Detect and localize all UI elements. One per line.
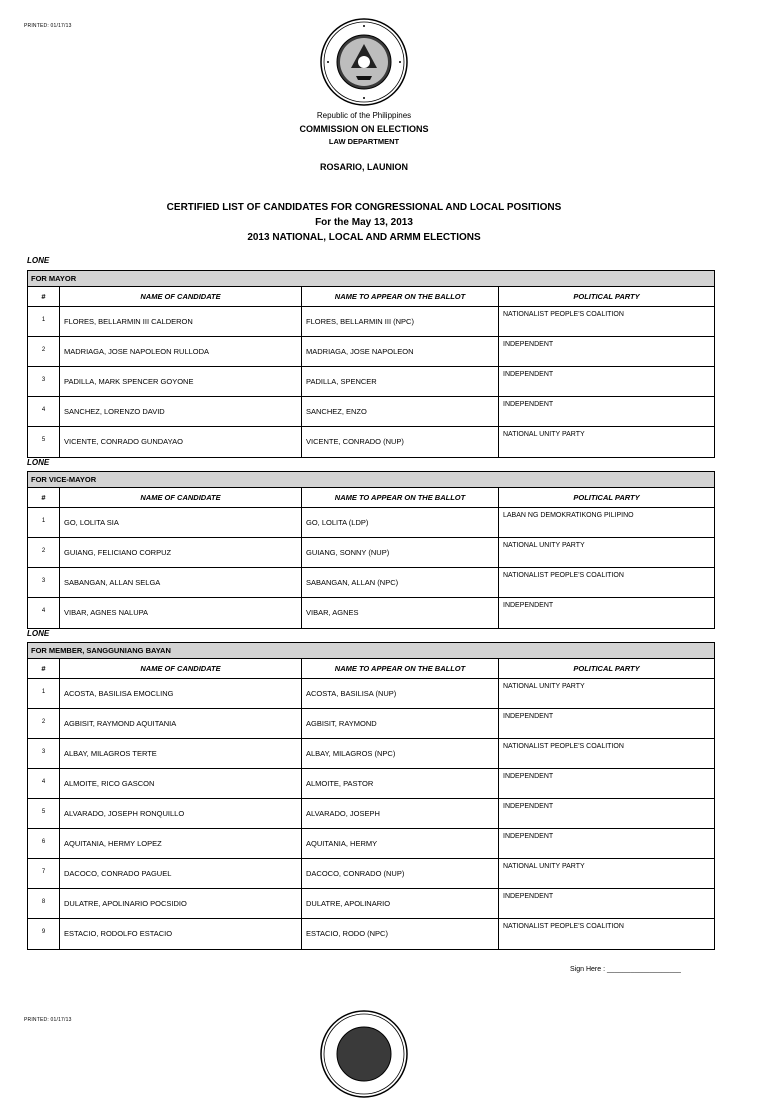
row-number: 3 bbox=[28, 739, 60, 768]
comelec-seal-icon bbox=[320, 1010, 408, 1098]
table-row bbox=[28, 919, 714, 949]
candidate-name: PADILLA, MARK SPENCER GOYONE bbox=[60, 367, 302, 396]
row-number: 1 bbox=[28, 307, 60, 336]
candidate-name: ALMOITE, RICO GASCON bbox=[60, 769, 302, 798]
col-party-header: POLITICAL PARTY bbox=[573, 292, 640, 301]
candidate-name: DULATRE, APOLINARIO POCSIDIO bbox=[60, 889, 302, 918]
republic-label: Republic of the Philippines bbox=[316, 111, 412, 120]
political-party: INDEPENDENT bbox=[503, 341, 554, 348]
table-row bbox=[28, 709, 714, 739]
candidate-name: SABANGAN, ALLAN SELGA bbox=[60, 568, 302, 597]
candidate-name: ALBAY, MILAGROS TERTE bbox=[60, 739, 302, 768]
political-party: INDEPENDENT bbox=[503, 713, 554, 720]
table-row bbox=[28, 598, 714, 628]
col-ballot-header: NAME TO APPEAR ON THE BALLOT bbox=[302, 287, 499, 306]
candidate-name: VIBAR, AGNES NALUPA bbox=[60, 598, 302, 628]
printed-date-top: PRINTED: 01/17/13 bbox=[24, 23, 72, 29]
section-title: FOR MAYOR bbox=[28, 271, 714, 287]
candidate-name: AGBISIT, RAYMOND AQUITANIA bbox=[60, 709, 302, 738]
political-party: LABAN NG DEMOKRATIKONG PILIPINO bbox=[503, 512, 634, 519]
sangguniang-bayan-table bbox=[27, 642, 715, 950]
candidate-name: MADRIAGA, JOSE NAPOLEON RULLODA bbox=[60, 337, 302, 366]
ballot-name: ALMOITE, PASTOR bbox=[302, 769, 499, 798]
municipality-title: ROSARIO, LAUNION bbox=[319, 162, 408, 172]
row-number: 2 bbox=[28, 709, 60, 738]
row-number: 7 bbox=[28, 859, 60, 888]
department-label: LAW DEPARTMENT bbox=[328, 137, 400, 146]
ballot-name: MADRIAGA, JOSE NAPOLEON bbox=[302, 337, 499, 366]
ballot-name: SABANGAN, ALLAN (NPC) bbox=[302, 568, 499, 597]
candidate-name: VICENTE, CONRADO GUNDAYAO bbox=[60, 427, 302, 457]
col-name-header: NAME OF CANDIDATE bbox=[60, 659, 302, 678]
ballot-name: DACOCO, CONRADO (NUP) bbox=[302, 859, 499, 888]
ballot-name: ALVARADO, JOSEPH bbox=[302, 799, 499, 828]
candidate-name: GO, LOLITA SIA bbox=[60, 508, 302, 537]
political-party: INDEPENDENT bbox=[503, 803, 554, 810]
ballot-name: AGBISIT, RAYMOND bbox=[302, 709, 499, 738]
political-party: NATIONAL UNITY PARTY bbox=[503, 863, 585, 870]
table-row bbox=[28, 739, 714, 769]
table-row bbox=[28, 427, 714, 457]
candidate-name: DACOCO, CONRADO PAGUEL bbox=[60, 859, 302, 888]
table-row bbox=[28, 538, 714, 568]
ballot-name: AQUITANIA, HERMY bbox=[302, 829, 499, 858]
political-party: INDEPENDENT bbox=[503, 371, 554, 378]
row-number: 2 bbox=[28, 538, 60, 567]
ballot-name: GUIANG, SONNY (NUP) bbox=[302, 538, 499, 567]
political-party: NATIONALIST PEOPLE'S COALITION bbox=[503, 743, 624, 750]
ballot-name: DULATRE, APOLINARIO bbox=[302, 889, 499, 918]
col-ballot-header: NAME TO APPEAR ON THE BALLOT bbox=[302, 488, 499, 507]
table-header-row bbox=[28, 659, 714, 679]
political-party: NATIONAL UNITY PARTY bbox=[503, 431, 585, 438]
vice-mayor-table bbox=[27, 471, 715, 629]
candidate-name: ALVARADO, JOSEPH RONQUILLO bbox=[60, 799, 302, 828]
ballot-name: ESTACIO, RODO (NPC) bbox=[302, 919, 499, 949]
political-party: INDEPENDENT bbox=[503, 893, 554, 900]
row-number: 3 bbox=[28, 367, 60, 396]
row-number: 6 bbox=[28, 829, 60, 858]
political-party: NATIONAL UNITY PARTY bbox=[503, 542, 585, 549]
col-num-header: # bbox=[28, 488, 60, 507]
col-num-header: # bbox=[28, 287, 60, 306]
table-header-row bbox=[28, 488, 714, 508]
election-date: For the May 13, 2013 bbox=[315, 217, 413, 228]
row-number: 3 bbox=[28, 568, 60, 597]
table-row bbox=[28, 859, 714, 889]
section-title: FOR VICE-MAYOR bbox=[28, 472, 714, 488]
ballot-name: PADILLA, SPENCER bbox=[302, 367, 499, 396]
candidate-name: ACOSTA, BASILISA EMOCLING bbox=[60, 679, 302, 708]
candidate-name: FLORES, BELLARMIN III CALDERON bbox=[60, 307, 302, 336]
col-num-header: # bbox=[28, 659, 60, 678]
col-party-header: POLITICAL PARTY bbox=[573, 493, 640, 502]
section-title: FOR MEMBER, SANGGUNIANG BAYAN bbox=[28, 643, 714, 659]
col-ballot-header: NAME TO APPEAR ON THE BALLOT bbox=[302, 659, 499, 678]
political-party: NATIONAL UNITY PARTY bbox=[503, 683, 585, 690]
political-party: INDEPENDENT bbox=[503, 773, 554, 780]
document-title: CERTIFIED LIST OF CANDIDATES FOR CONGRESSIONAL AND LOCAL POSITIONS bbox=[166, 202, 562, 213]
table-row bbox=[28, 568, 714, 598]
ballot-name: SANCHEZ, ENZO bbox=[302, 397, 499, 426]
col-name-header: NAME OF CANDIDATE bbox=[60, 287, 302, 306]
political-party: NATIONALIST PEOPLE'S COALITION bbox=[503, 572, 624, 579]
row-number: 2 bbox=[28, 337, 60, 366]
political-party: INDEPENDENT bbox=[503, 833, 554, 840]
table-row bbox=[28, 799, 714, 829]
table-row bbox=[28, 307, 714, 337]
ballot-name: FLORES, BELLARMIN III (NPC) bbox=[302, 307, 499, 336]
election-name: 2013 NATIONAL, LOCAL AND ARMM ELECTIONS bbox=[247, 232, 481, 243]
printed-date-bottom: PRINTED: 01/17/13 bbox=[24, 1017, 72, 1023]
table-row bbox=[28, 889, 714, 919]
mayor-table bbox=[27, 270, 715, 458]
table-row bbox=[28, 367, 714, 397]
row-number: 5 bbox=[28, 427, 60, 457]
candidate-name: AQUITANIA, HERMY LOPEZ bbox=[60, 829, 302, 858]
row-number: 4 bbox=[28, 397, 60, 426]
row-number: 9 bbox=[28, 919, 60, 949]
ballot-name: VICENTE, CONRADO (NUP) bbox=[302, 427, 499, 457]
table-header-row bbox=[28, 287, 714, 307]
table-row bbox=[28, 679, 714, 709]
ballot-name: ALBAY, MILAGROS (NPC) bbox=[302, 739, 499, 768]
candidate-name: ESTACIO, RODOLFO ESTACIO bbox=[60, 919, 302, 949]
political-party: INDEPENDENT bbox=[503, 602, 554, 609]
district-label: LONE bbox=[27, 256, 50, 265]
row-number: 4 bbox=[28, 769, 60, 798]
signature-line: Sign Here : ___________________ bbox=[570, 966, 681, 973]
ballot-name: VIBAR, AGNES bbox=[302, 598, 499, 628]
row-number: 1 bbox=[28, 679, 60, 708]
table-row bbox=[28, 397, 714, 427]
table-row bbox=[28, 829, 714, 859]
row-number: 4 bbox=[28, 598, 60, 628]
candidate-name: GUIANG, FELICIANO CORPUZ bbox=[60, 538, 302, 567]
col-party-header: POLITICAL PARTY bbox=[573, 664, 640, 673]
ballot-name: ACOSTA, BASILISA (NUP) bbox=[302, 679, 499, 708]
row-number: 1 bbox=[28, 508, 60, 537]
district-label: LONE bbox=[27, 629, 50, 638]
col-name-header: NAME OF CANDIDATE bbox=[60, 488, 302, 507]
table-row bbox=[28, 337, 714, 367]
candidate-name: SANCHEZ, LORENZO DAVID bbox=[60, 397, 302, 426]
commission-title: COMMISSION ON ELECTIONS bbox=[299, 124, 429, 134]
table-row bbox=[28, 508, 714, 538]
political-party: NATIONALIST PEOPLE'S COALITION bbox=[503, 311, 624, 318]
political-party: NATIONALIST PEOPLE'S COALITION bbox=[503, 923, 624, 930]
row-number: 5 bbox=[28, 799, 60, 828]
ballot-name: GO, LOLITA (LDP) bbox=[302, 508, 499, 537]
comelec-seal-icon bbox=[320, 18, 408, 106]
political-party: INDEPENDENT bbox=[503, 401, 554, 408]
district-label: LONE bbox=[27, 458, 50, 467]
table-row bbox=[28, 769, 714, 799]
row-number: 8 bbox=[28, 889, 60, 918]
